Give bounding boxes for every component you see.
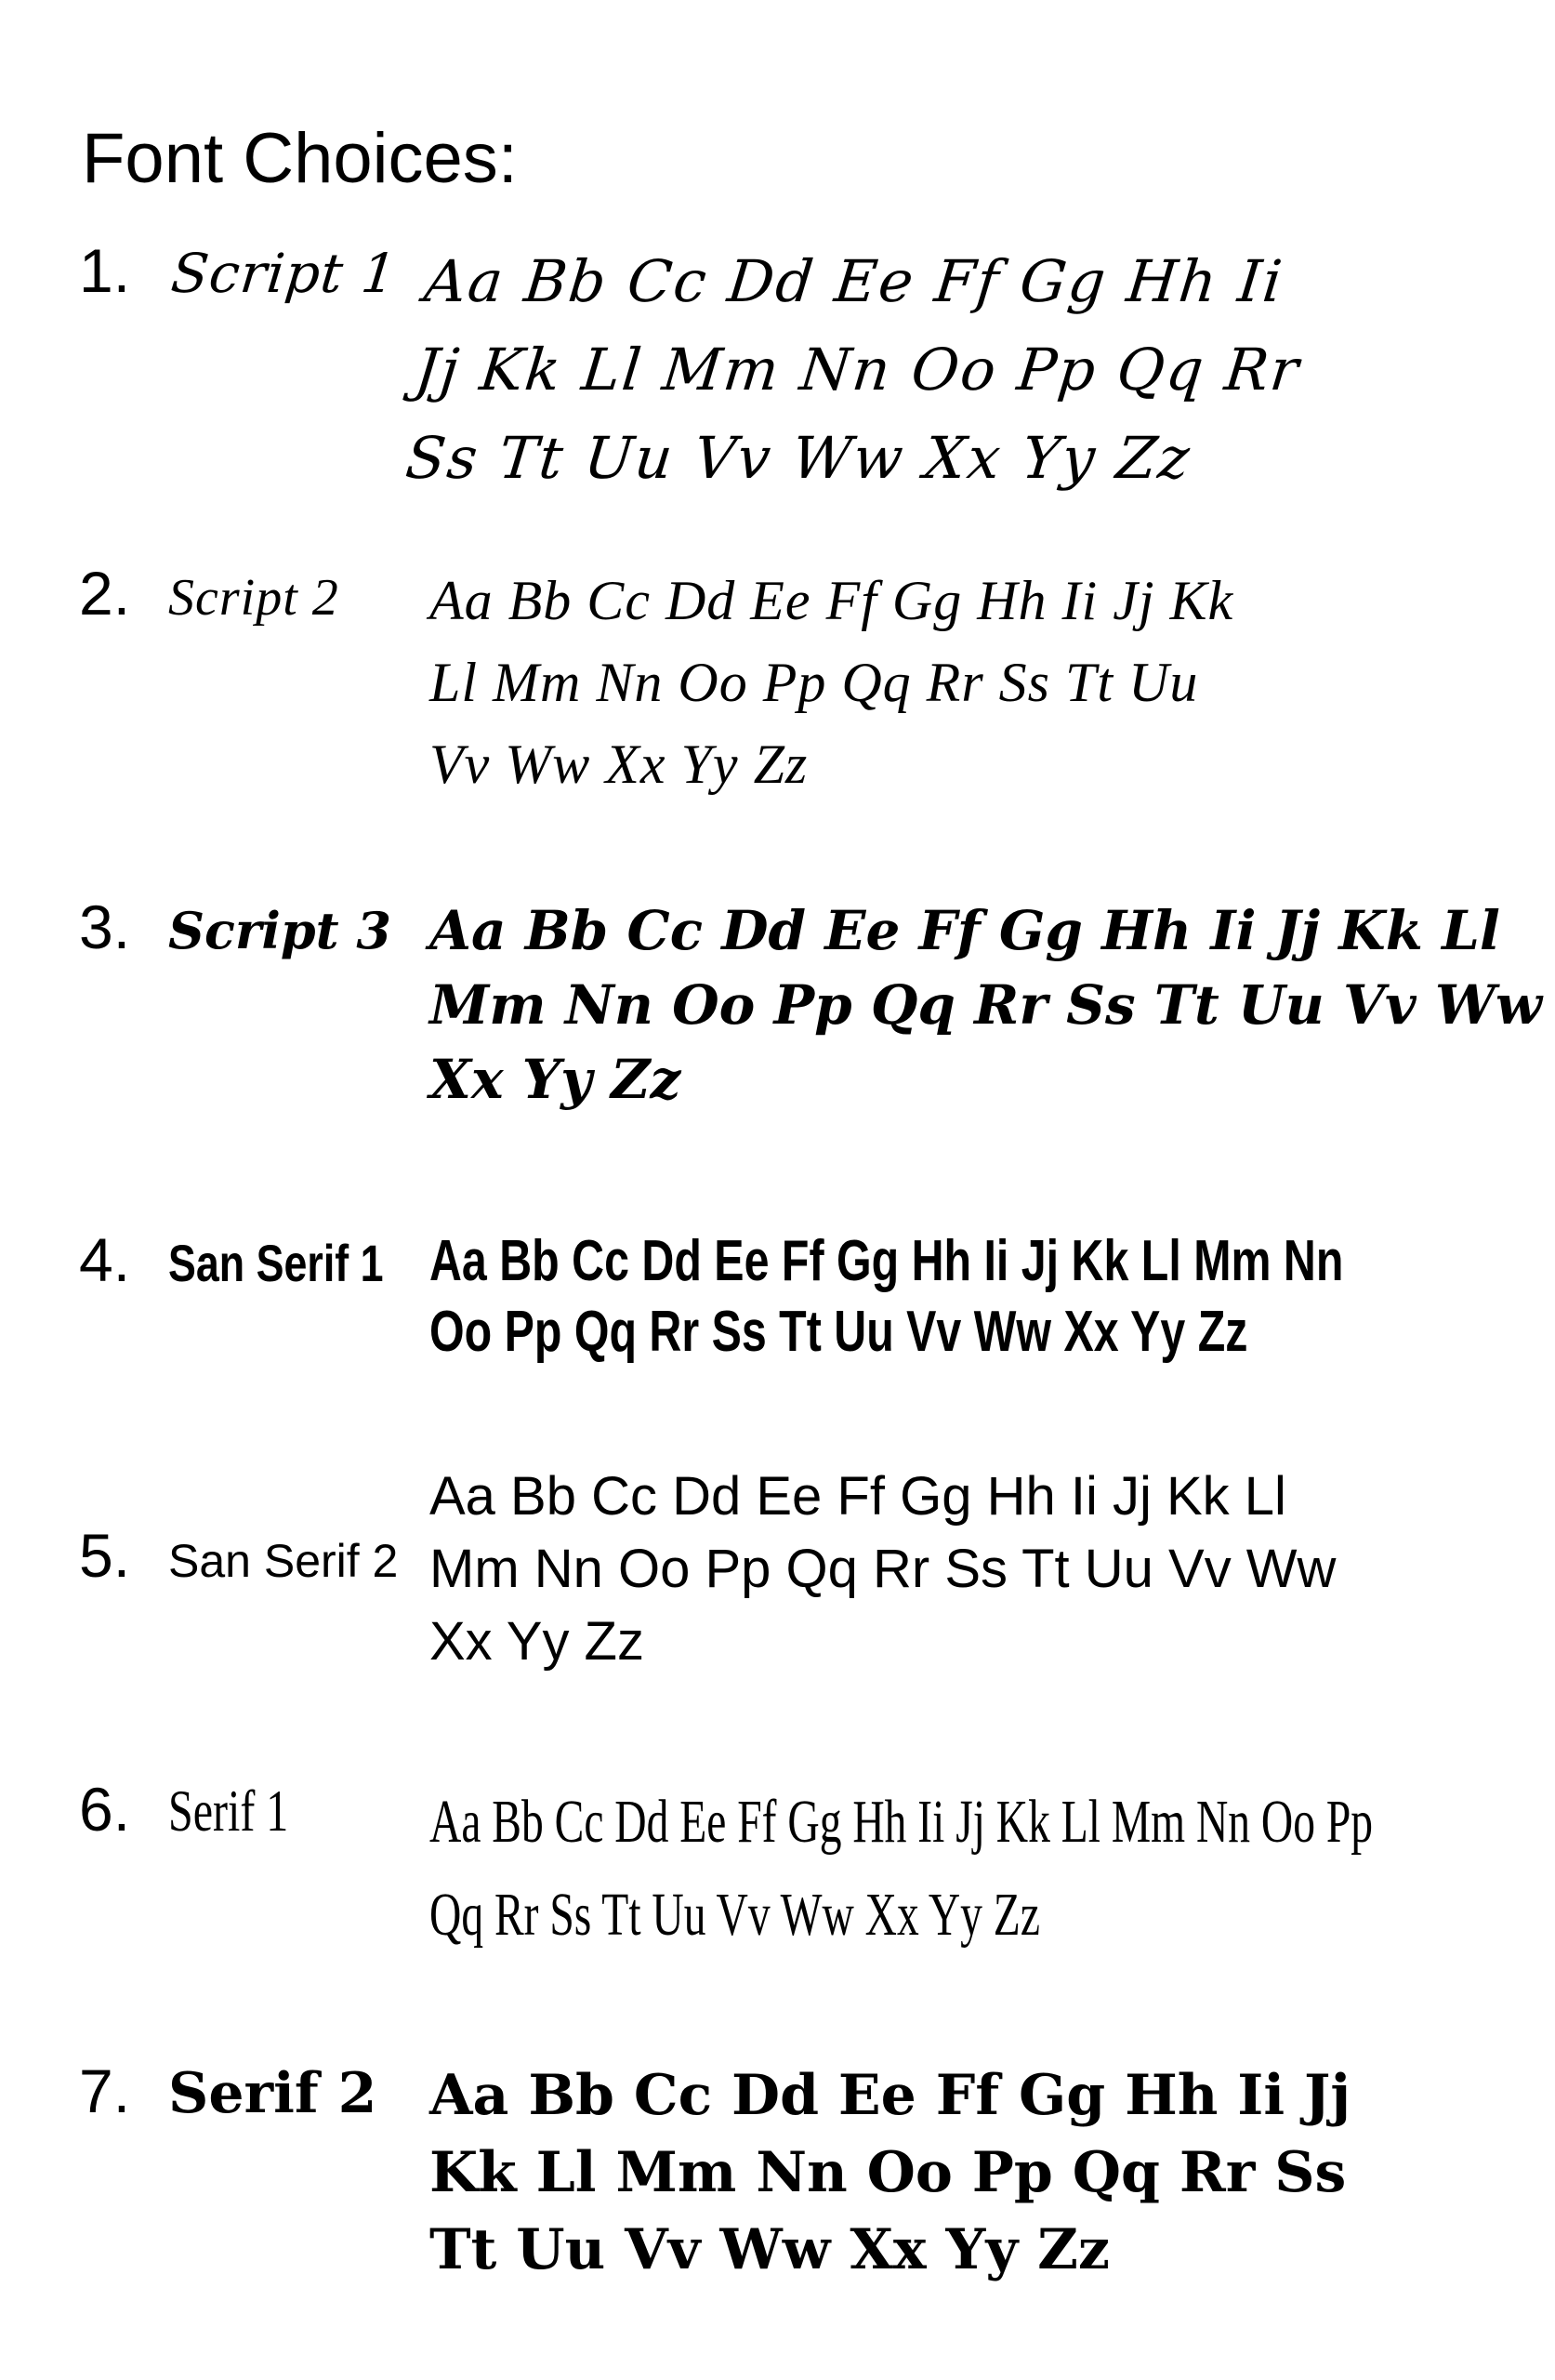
alphabet-line: Mm Nn Oo Pp Qq Rr Ss Tt Uu Vv Ww <box>429 1539 1337 1600</box>
font-name-label: Script 1 <box>168 242 401 306</box>
font-choice-label <box>79 1776 429 1845</box>
font-choice-item <box>0 1226 1555 1368</box>
font-choice-label <box>79 560 429 628</box>
alphabet-sample <box>402 237 1555 502</box>
font-choice-label <box>79 2057 429 2126</box>
item-number: 4. <box>79 1225 131 1295</box>
font-choice-item <box>0 2057 1555 2289</box>
item-number: 3. <box>79 892 131 962</box>
alphabet-line: Kk Ll Mm Nn Oo Pp Qq Rr Ss <box>429 2140 1347 2206</box>
alphabet-line: Xx Yy Zz <box>429 1611 644 1673</box>
alphabet-sample <box>429 1461 1555 1678</box>
alphabet-line: Oo Pp Qq Rr Ss Tt Uu Vv Ww Xx Yy Zz <box>429 1300 1248 1365</box>
item-number: 2. <box>79 559 131 628</box>
alphabet-line: Mm Nn Oo Pp Qq Rr Ss Tt Uu Vv Ww <box>429 973 1542 1038</box>
font-choice-item <box>0 1461 1555 1678</box>
alphabet-line: Aa Bb Cc Dd Ee Ff Gg Hh Ii Jj Kk Ll Mm Nn <box>429 1229 1344 1294</box>
font-choice-label <box>79 893 429 961</box>
font-choice-item <box>0 893 1555 1117</box>
alphabet-line: Aa Bb Cc Dd Ee Ff Gg Hh Ii Jj <box>429 2063 1351 2129</box>
alphabet-sample <box>429 893 1555 1117</box>
font-name-label: Serif 1 <box>168 1778 289 1844</box>
font-choice-item <box>0 560 1555 805</box>
alphabet-sample <box>429 1776 1373 1962</box>
alphabet-line: Aa Bb Cc Dd Ee Ff Gg Hh Ii <box>421 247 1287 316</box>
font-name-label: San Serif 1 <box>168 1234 384 1293</box>
page-title: Font Choices: <box>82 119 518 198</box>
font-choices-list <box>0 237 1555 2289</box>
item-number: 5. <box>79 1520 131 1590</box>
alphabet-line: Aa Bb Cc Dd Ee Ff Gg Hh Ii Jj Kk <box>429 570 1234 632</box>
font-name-label: Script 2 <box>168 569 339 628</box>
item-number: 7. <box>79 2056 131 2126</box>
font-name-label: Script 3 <box>168 901 391 961</box>
alphabet-line: Ss Tt Uu Vv Ww Xx Yy Zz <box>402 424 1194 493</box>
item-number: 1. <box>79 236 131 306</box>
font-choice-label <box>79 1226 429 1294</box>
alphabet-sample <box>429 560 1555 805</box>
alphabet-line: Aa Bb Cc Dd Ee Ff Gg Hh Ii Jj Kk Ll <box>429 899 1500 963</box>
font-choice-item <box>0 1776 1555 1962</box>
alphabet-line: Jj Kk Ll Mm Nn Oo Pp Qq Rr <box>412 336 1304 404</box>
alphabet-line: Ll Mm Nn Oo Pp Qq Rr Ss Tt Uu <box>429 652 1199 714</box>
alphabet-line: Tt Uu Vv Ww Xx Yy Zz <box>429 2217 1110 2283</box>
alphabet-line: Aa Bb Cc Dd Ee Ff Gg Hh Ii Jj Kk Ll <box>429 1466 1286 1527</box>
font-choice-item <box>0 237 1555 502</box>
alphabet-line: Aa Bb Cc Dd Ee Ff Gg Hh Ii Jj Kk Ll Mm Nn Oo Pp <box>429 1788 1374 1857</box>
alphabet-line: Qq Rr Ss Tt Uu Vv Ww Xx Yy Zz <box>429 1881 1040 1950</box>
alphabet-sample <box>429 2057 1555 2289</box>
font-choice-label <box>79 237 429 305</box>
font-name-label: San Serif 2 <box>168 1534 399 1587</box>
font-name-label: Serif 2 <box>168 2061 377 2127</box>
alphabet-sample <box>429 1226 1343 1368</box>
alphabet-line: Vv Ww Xx Yy Zz <box>429 734 809 796</box>
alphabet-line: Xx Yy Zz <box>429 1048 681 1112</box>
font-choice-label <box>79 1522 429 1590</box>
item-number: 6. <box>79 1775 131 1844</box>
